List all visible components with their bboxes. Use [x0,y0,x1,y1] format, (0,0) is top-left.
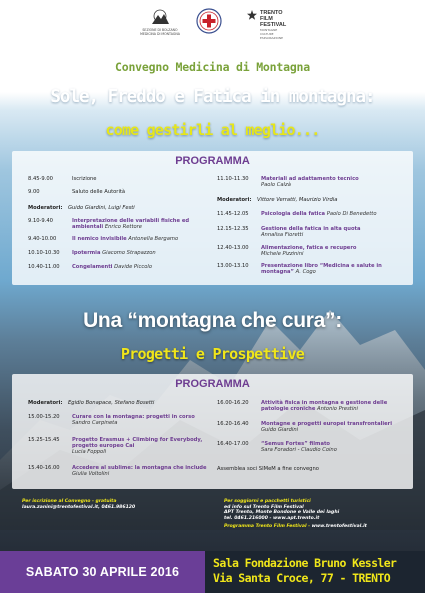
star-logo-icon [247,10,257,20]
event-date: SABATO 30 APRILE 2016 [25,565,180,579]
footer-banner [0,551,425,593]
mountain-logo-icon [149,8,171,28]
registration-contact[interactable]: laura.zanini@trentofestival.it, 0461.986120 [22,504,136,510]
registration-label: Per iscrizione al Convegno - gratuita [22,499,117,504]
convegno-heading: Convegno Medicina di Montagna [115,60,310,74]
tourism-label-1: Per soggiorni e pacchetti turistici [224,499,311,504]
main-title-line1: Sole, Freddo e Fatica in montagna: [50,87,375,107]
date-box [0,551,205,593]
section2-title: Una “montagna che cura”: [83,309,342,332]
venue-box [205,551,425,593]
programma-morning-title: PROGRAMMA [175,155,250,167]
registration-info [22,499,202,510]
festival-website-link[interactable]: www.trentofestival.it [311,524,367,530]
trento-logo-subtitle: MONTAGNE CULTURE ESPLORAZIONE [260,28,283,40]
section2-subtitle: Progetti e Prospettive [120,345,305,363]
tourism-info [224,499,419,530]
trento-film-festival-logo [247,10,286,40]
venue-name: Sala Fondazione Bruno Kessler [213,556,397,570]
programma-morning-panel: PROGRAMMA 8.45-9.00 Iscrizione 9.00 Saluto delle Autorità Moderatori: Guido Giardini, Luigi Festi 9.10-9.40 Interpretazione delle variabili fisiche ed ambientali Enrico Rettore 9.40-10.00 Il nemico invisibile Antonella Bergamo 10.10-10.30 Ipotermia Giacomo Strapazzon 10.40-11.00 Congelamenti Davide Piccolo 11.10-11.30 Materiali ad adattamento tecnico Paolo Calzà Moderatori: Vittore Verratti, Maurizio Virdia 11.45-12.05 Psicologia della fatica Paolo Di Benedetto 12.15-12.35 Gestione della fatica in alta quota Annalisa Fioretti 12.40-13.00 Alimentazione, fatica e recupero Michele Pizzinini 13.00-13.10 Presentazione libro “Medicina e salute in montagna” A. Cogo [12,151,413,285]
main-title-line2: come gestirli al meglio... [105,121,320,139]
tourism-label-2: ed info sul Trento Film Festival [224,504,304,510]
header-logos [0,0,425,52]
trento-logo-title: TRENTO FILM FESTIVAL [260,10,287,28]
programma-afternoon-title: PROGRAMMA [175,378,250,390]
venue-address: Via Santa Croce, 77 - TRENTO [213,571,391,585]
sezione-logo-caption: SEZIONE DI BOLZANO MEDICINA DI MONTAGNA [140,28,180,36]
programma-afternoon-panel: PROGRAMMA Moderatori: Egidio Bonapace, Stefano Bosetti 15.00-15.20 Curare con la montagna: progetti in corso Sandro Carpineta 15.25-15.45 Progetto Erasmus + Climbing for Everybody, progetto europeo Cai Lucia Foppoli 15.40-16.00 Accedere al sublime: la montagna che include Giulia Voltolini 16.00-16.20 Attività fisica in montagna e gestione delle patologie croniche Antonio Prestini 16.20-16.40 Montagne e progetti europei transfrontalieri Guido Giardini 16.40-17.00 “Semus Fortes” filmato Sara Foradori - Claudio Coino Assemblea soci SIMeM a fine convegno [12,374,413,489]
tourism-contact[interactable]: tel. 0461.216000 - www.apt.trento.it [224,515,320,521]
festival-program-line: Programma Trento Film Festival - www.trentofestival.it [224,524,367,530]
red-cross-logo-icon [196,8,222,34]
medical-logo [196,8,222,34]
tourism-apt: APT Trento, Monte Bondone e Valle dei laghi [224,510,340,516]
sezione-logo [140,8,180,36]
